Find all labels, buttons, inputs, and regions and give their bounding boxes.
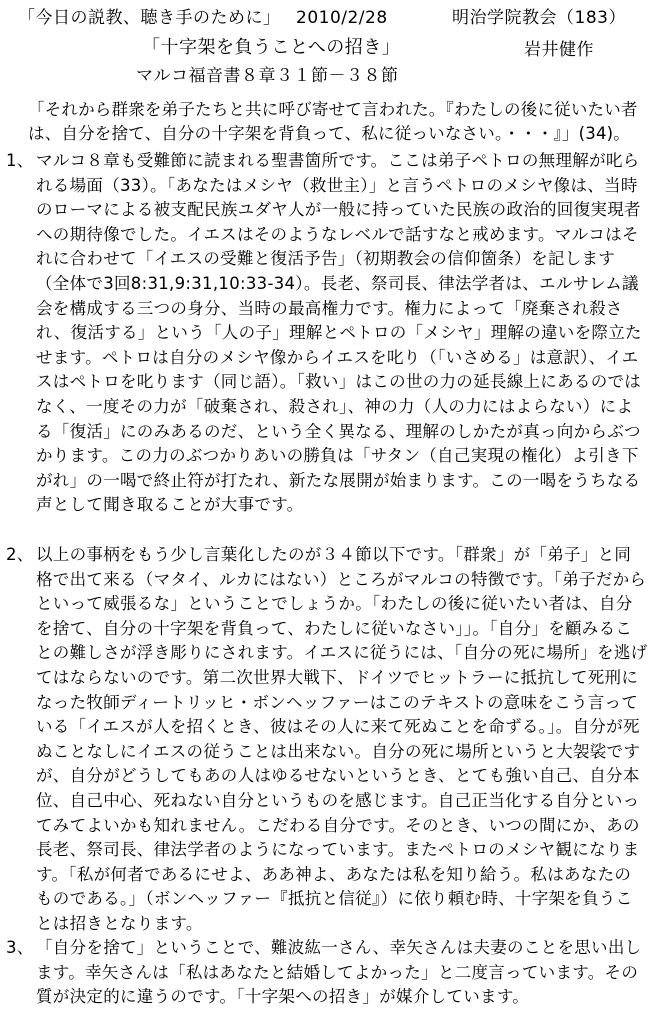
section-2 (6, 543, 648, 937)
section-2-text: 以上の事柄をもう少し言葉化したのが３４節以下です。「群衆」が「弟子」と同格で出て来る（マタイ、ルカにはない）ところがマルコの特徴です。「弟子だからといって威張るな」ということでしょうか。「わたしの後に従いたい者は、自分を捨て、自分の十字架を背負って、わたしに従いなさい」」。「自分」を顧みることの難しさが浮き彫りにされます。イエスに従うには、「自分の死に場所」を逃げてはならないのです。第二次世界大戦下、ドイツでヒットラーに抵抗して死刑になった牧師ディートリッヒ・ボンヘッファーはこのテキストの意味をこう言っている「イエスが人を招くとき、彼はその人に来て死ぬことを命ずる。」。自分が死ぬことなしにイエスの従うことは出来ない。自分の死に場所というと大袈裟ですが、自分がどうしてもあの人はゆるせないというとき、とても強い自己、自分本位、自己中心、死ねない自分というものを感じます。自己正当化する自分といってみてよいかも知れません。こだわる自分です。そのとき、いつの間にか、あの長老、祭司長、律法学者のようになっています。またペトロのメシヤ観になります。「私が何者であるにせよ、ああ神よ、あなたは私を知り給う。私はあなたのものである。」（ボンヘッファー『抵抗と信従』）に依り頼む時、十字架を負うことは招きとなります。 (36, 545, 648, 933)
section-3 (6, 936, 648, 1010)
author-name: 岩井健作 (524, 40, 594, 60)
section-1-text: マルコ８章も受難節に読まれる聖書箇所です。ここは弟子ペトロの無理解が叱られる場面（33）。「あなたはメシヤ（救世主）」と言うペトロのメシヤ像は、当時のローマによる被支配民族ユダヤ人が一般に持っていた民族の政治的回復実現者への期待像でした。イエスはそのようなレベルで話すなと戒めます。マルコはそれに合わせて「イエスの受難と復活予告」（初期教会の信仰箇条）を記します（全体で3回8:31,9:31,10:33-34）。長老、祭司長、律法学者は、エルサレム議会を構成する三つの身分、当時の最高権力です。権力によって「廃棄され殺され、復活する」という「人の子」理解とペトロの「メシヤ」理解の違いを際立たせます。ペトロは自分のメシヤ像からイエスを叱り（「いさめる」は意訳）、イエスはペトロを叱ります（同じ語）。「救い」はこの世の力の延長線上にあるのではなく、一度その力が「破棄され、殺され」、神の力（人の力にはよらない）による「復活」にのみあるのだ、という全く異なる、理解のしかたが真っ向からぶつかります。この力のぶつかりあいの勝負は「サタン（自己実現の権化）よ引き下がれ」の一喝で終止符が打たれ、新たな展開が始まります。この一喝をうちなる声として聞き取ることが大事です。 (36, 151, 642, 515)
scripture-passage: マルコ福音書８章３１節－３８節 (136, 66, 399, 86)
section-3-number: 3、 (6, 938, 34, 957)
sermon-date: 2010/2/28 (296, 8, 388, 28)
church-name: 明治学院教会（183） (452, 8, 626, 28)
section-3-text: 「自分を捨て」ということで、難波紘一さん、幸矢さんは夫妻のことを思い出します。幸矢さんは「私はあなたと結婚してよかった」と二度言っています。その質が決定的に違うのです。「十字架への招き」が媒介しています。 (36, 938, 642, 1007)
section-2-number: 2、 (6, 545, 34, 564)
sermon-title: 「十字架を負うことへの招き」 (142, 37, 401, 58)
series-title: 「今日の説教、聴き手のために」 (18, 8, 281, 28)
section-1-number: 1、 (6, 151, 34, 170)
scripture-quote: 「それから群衆を弟子たちと共に呼び寄せて言われた。『わたしの後に従いたい者は、自分を捨て、自分の十字架を背負って、私に従っいなさい。・・・』」(34)。 (28, 100, 638, 143)
section-1 (6, 149, 648, 518)
